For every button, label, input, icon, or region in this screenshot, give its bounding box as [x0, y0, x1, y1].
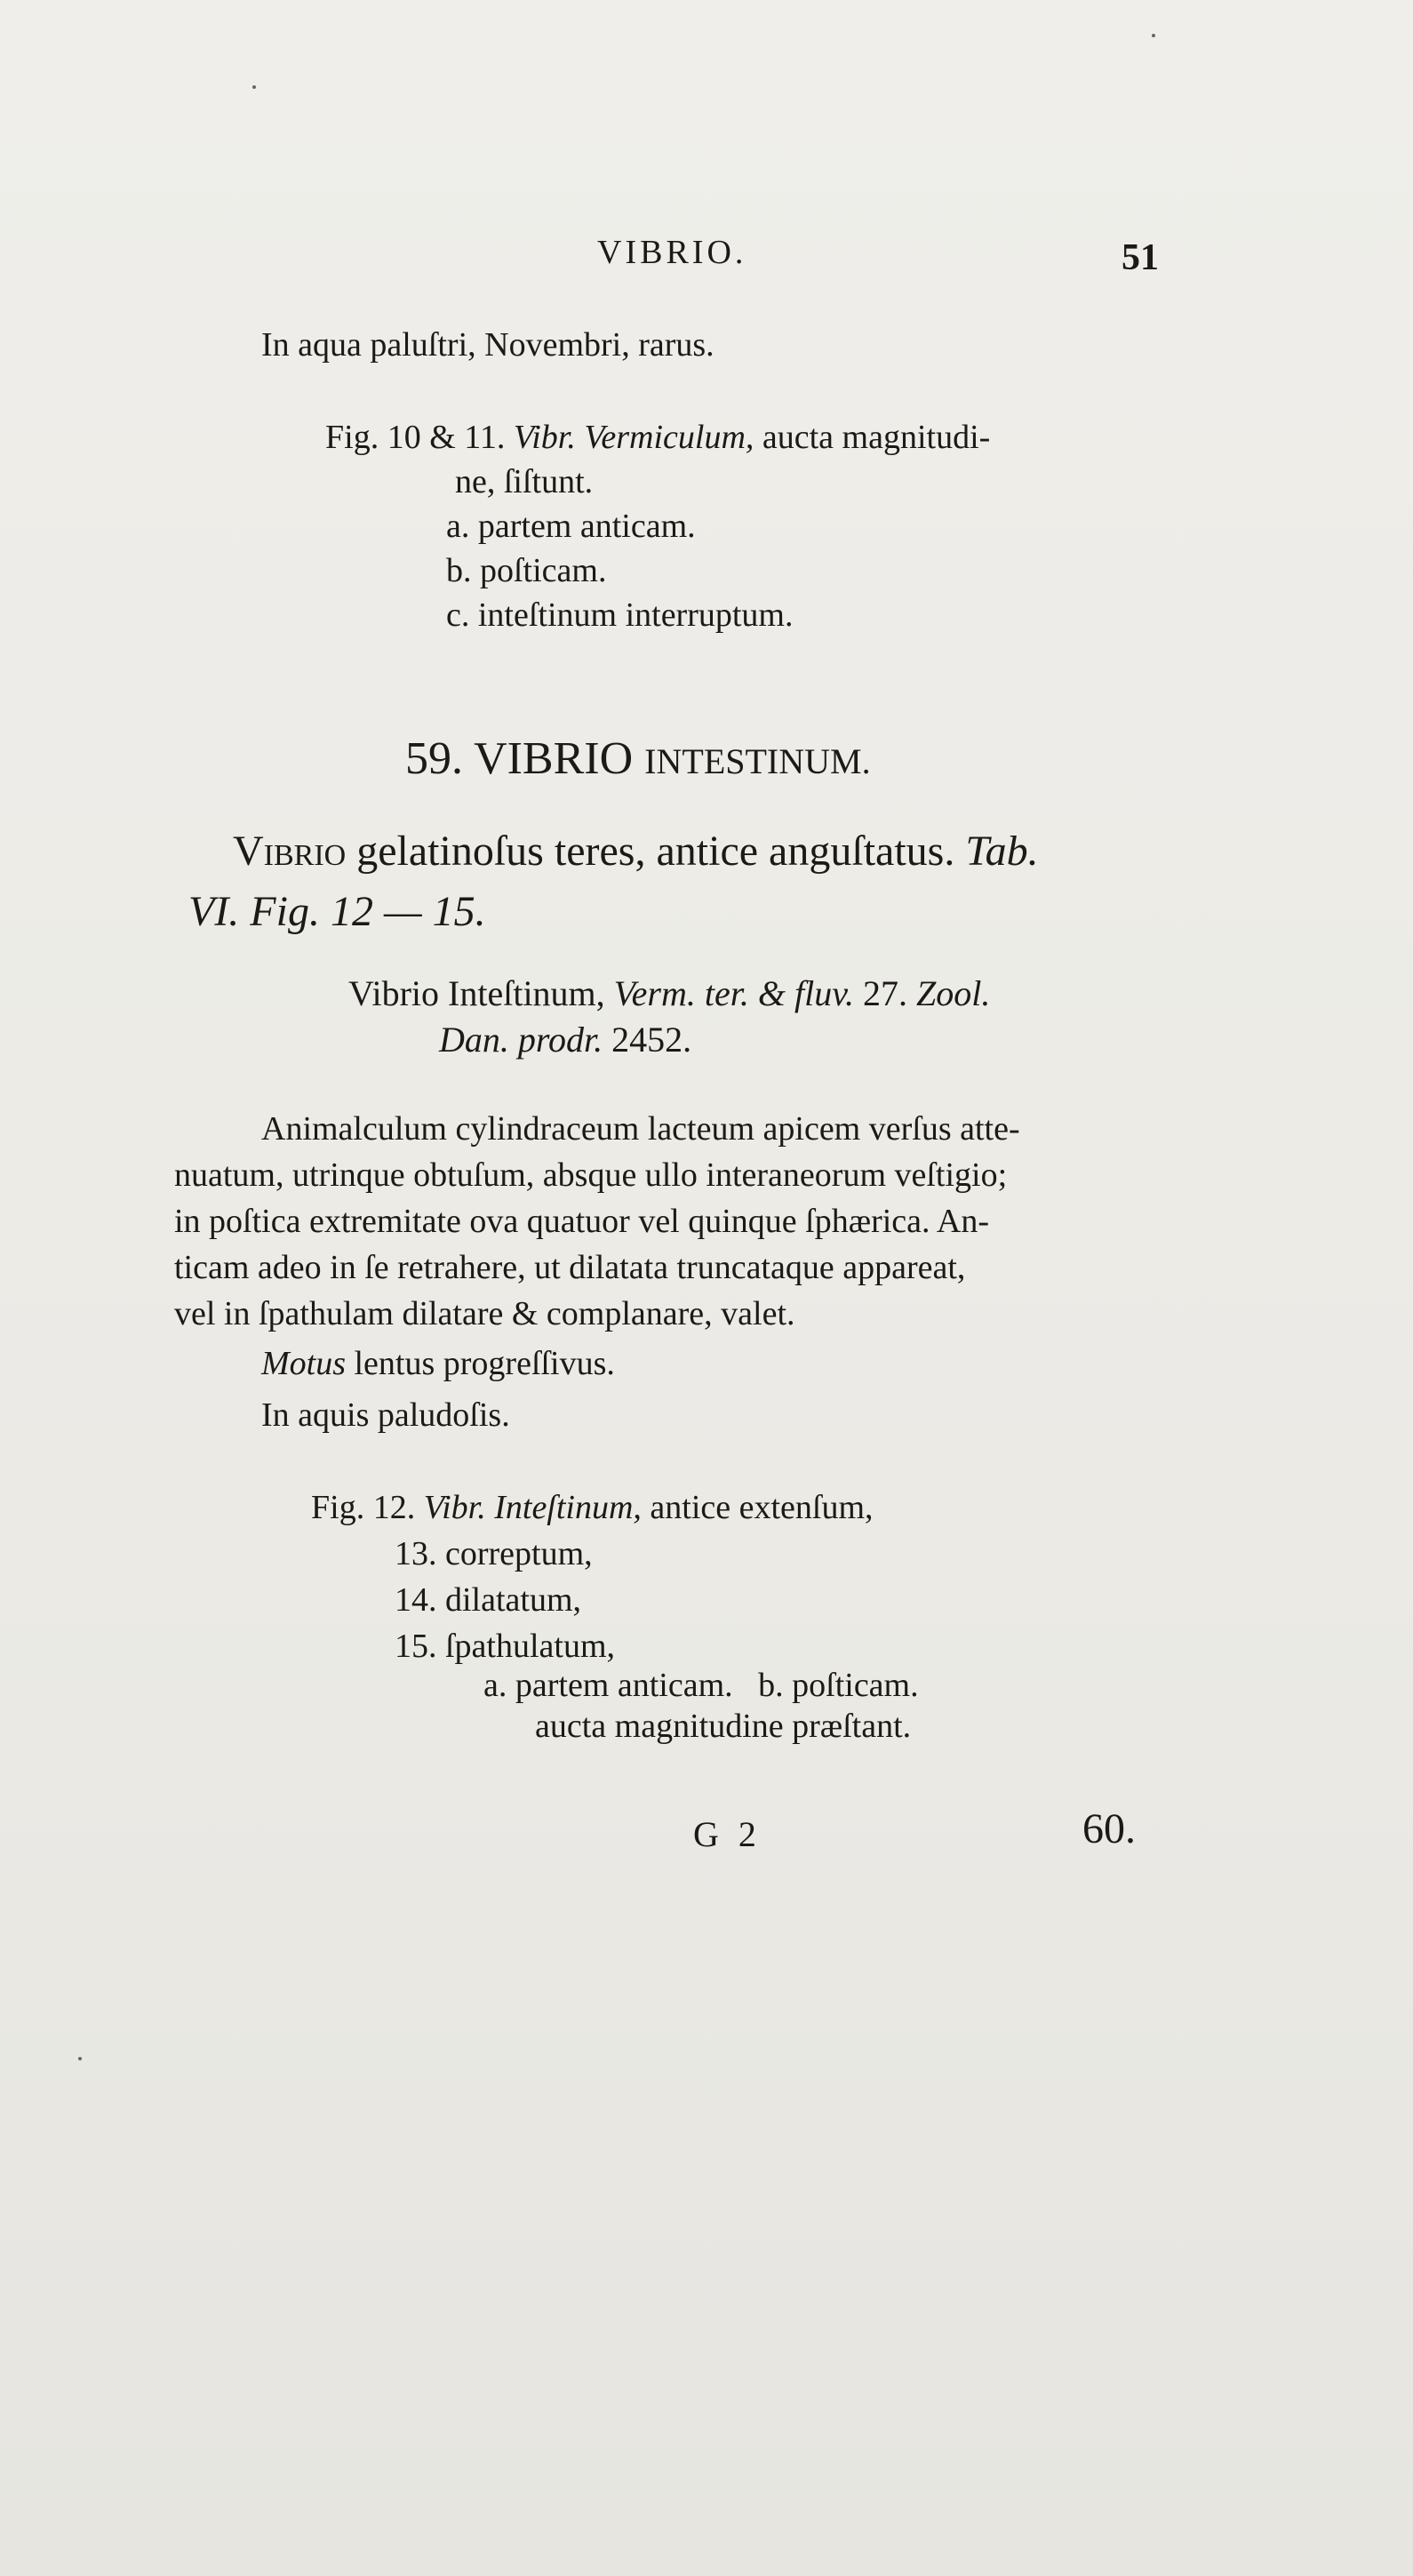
paper-speck — [252, 85, 256, 89]
synonym-number2: 2452. — [611, 1020, 692, 1060]
description-line: in poſtica extremitate ova quatuor vel quinque ſphærica. An- — [174, 1203, 990, 1240]
description-line: nuatum, utrinque obtuſum, absque ullo interaneorum veſtigio; — [174, 1156, 1008, 1194]
figure-part-c: c. inteſtinum interruptum. — [446, 596, 794, 634]
description-line: ticam adeo in ſe retrahere, ut dilatata truncataque appareat, — [174, 1249, 966, 1286]
fig13-line: 13. correptum, — [395, 1535, 593, 1572]
figure-caption-12 — [311, 1488, 874, 1527]
figure-caption-cont: ne, ſiſtunt. — [455, 463, 594, 500]
synonym-work: Verm. ter. & fluv. — [613, 973, 855, 1013]
synonym-name: Vibrio Inteſtinum, — [348, 973, 605, 1013]
fig-scale-line: aucta magnitudine præſtant. — [535, 1708, 912, 1745]
species-heading — [405, 732, 871, 785]
diagnosis-plate — [188, 887, 486, 936]
paper-speck — [1152, 34, 1155, 37]
figure-caption — [325, 418, 990, 457]
figure-species: Vibr. Vermiculum, — [513, 419, 754, 456]
fig14-line: 14. dilatatum, — [395, 1581, 582, 1619]
fig-parts-line: a. partem anticam. b. poſticam. — [483, 1667, 919, 1704]
synonym-number: 27. — [863, 973, 908, 1013]
figure-ref: Fig. 10 & 11. — [325, 419, 506, 456]
species-epithet: INTESTINUM. — [644, 741, 871, 781]
figure-desc: aucta magnitudi- — [762, 419, 991, 456]
habitat2-line: In aquis paludoſis. — [261, 1396, 510, 1434]
figure-part-a: a. partem anticam. — [446, 508, 696, 545]
synonym — [348, 972, 990, 1014]
habitat-line: In aqua paluſtri, Novembri, rarus. — [261, 326, 714, 364]
synonym-work3: Dan. prodr. — [439, 1020, 603, 1060]
catchword: 60. — [1082, 1805, 1136, 1852]
paper-speck — [78, 2057, 82, 2060]
fig12-ref: Fig. 12. — [311, 1489, 416, 1526]
page-number: 51 — [1122, 237, 1159, 278]
fig15-line: 15. ſpathulatum, — [395, 1628, 616, 1665]
description-line: vel in ſpathulam dilatare & complanare, valet. — [174, 1295, 795, 1332]
species-name: VIBRIO — [474, 733, 634, 784]
species-number: 59. — [405, 733, 463, 784]
description-line: Animalculum cylindraceum lacteum apicem verſus atte- — [261, 1110, 1020, 1148]
fig12-species: Vibr. Inteſtinum, — [423, 1489, 642, 1526]
diagnosis-ref: VI. Fig. 12 — 15. — [188, 888, 486, 935]
diagnosis-tab: Tab. — [965, 828, 1039, 875]
diagnosis-genus: Vibrio — [233, 828, 347, 875]
diagnosis-text: gelatinoſus teres, antice anguſtatus. — [356, 828, 955, 875]
signature-mark: G 2 — [693, 1814, 762, 1854]
motus-line — [261, 1344, 615, 1383]
fig12-desc: antice extenſum, — [650, 1489, 874, 1526]
figure-part-b: b. poſticam. — [446, 552, 607, 589]
running-head: VIBRIO. — [597, 234, 747, 271]
diagnosis — [233, 827, 1039, 876]
motus-text: lentus progreſſivus. — [354, 1345, 615, 1382]
synonym-cont — [439, 1019, 691, 1060]
synonym-work2: Zool. — [916, 973, 991, 1013]
motus-label: Motus — [261, 1345, 346, 1382]
